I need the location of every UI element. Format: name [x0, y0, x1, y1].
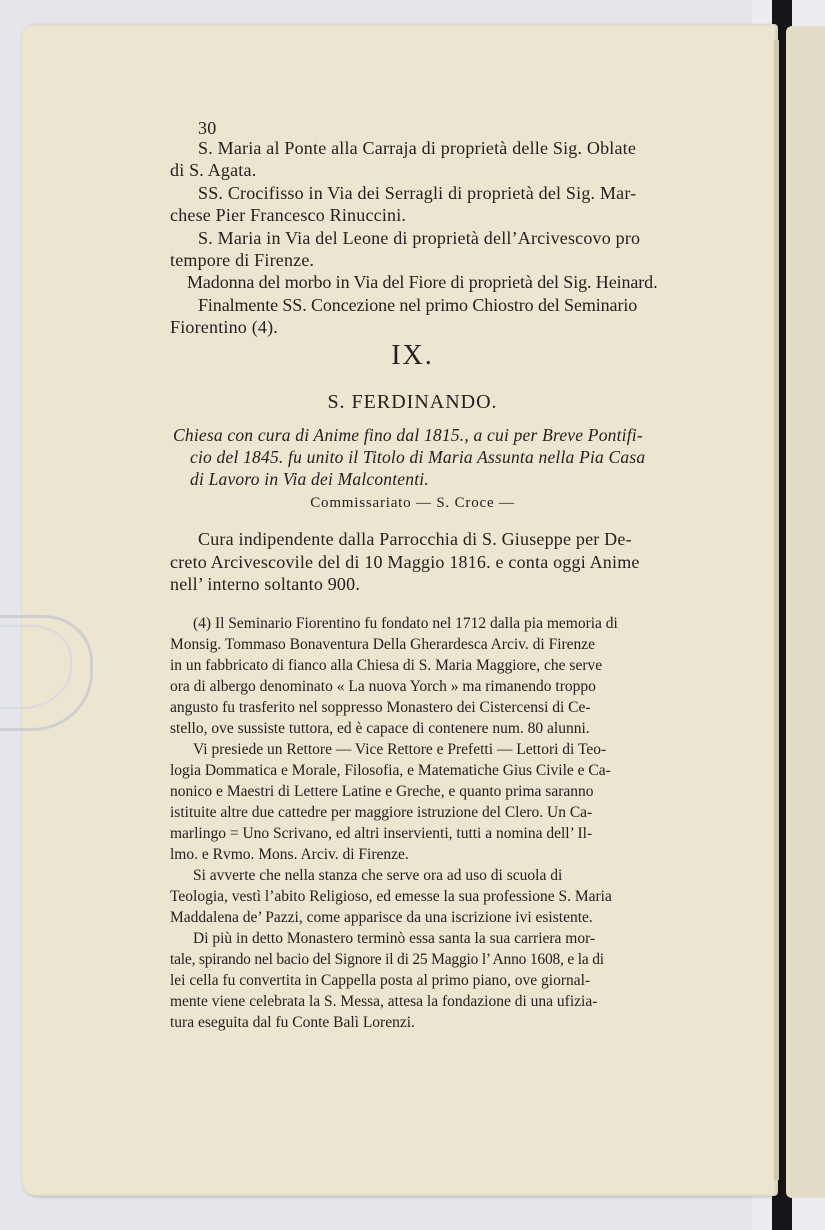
church-description-line: Chiesa con cura di Anime fino dal 1815., a cui per Breve Pontifi-	[173, 425, 643, 445]
footnote-line: in un fabbricato di fianco alla Chiesa di S. Maria Maggiore, che serve	[170, 657, 603, 674]
footnote-line: mente viene celebrata la S. Messa, attesa la fondazione di una ufizia-	[170, 993, 598, 1010]
footnote-line: Di più in detto Monastero terminò essa santa la sua carriera mor-	[193, 930, 596, 947]
text-line: di S. Agata.	[170, 160, 257, 180]
text-line: Fiorentino (4).	[170, 317, 278, 337]
page-number: 30	[198, 118, 217, 138]
text-line: Madonna del morbo in Via del Fiore di proprietà del Sig. Heinard.	[187, 272, 658, 292]
footnote-line: Vi presiede un Rettore — Vice Rettore e Prefetti — Lettori di Teo-	[193, 741, 607, 758]
footnote-line: Monsig. Tommaso Bonaventura Della Gherardesca Arciv. di Firenze	[170, 636, 596, 653]
footnote-line: ora di albergo denominato « La nuova Yorch » ma rimanendo troppo	[170, 678, 596, 695]
text-line: chese Pier Francesco Rinuccini.	[170, 205, 407, 225]
church-description-line: di Lavoro in Via dei Malcontenti.	[190, 469, 429, 489]
adjacent-page	[786, 26, 825, 1198]
cura-line: nell’ interno soltanto 900.	[170, 574, 361, 594]
cura-line: creto Arcivescovile del di 10 Maggio 1816. e conta oggi Anime	[170, 552, 640, 572]
footnote-line: tale, spirando nel bacio del Signore il di 25 Maggio l’ Anno 1608, e la di	[170, 951, 604, 968]
footnote-line: lmo. e Rvmo. Mons. Arciv. di Firenze.	[170, 846, 409, 863]
footnote-line: stello, ove sussiste tuttora, ed è capace di contenere num. 80 alunni.	[170, 720, 590, 737]
footnote-line: istituite altre due cattedre per maggiore istruzione del Clero. Un Ca-	[170, 804, 593, 821]
church-title: S. FERDINANDO.	[327, 391, 498, 413]
page-edge	[774, 40, 779, 1180]
footnote-line: marlingo = Uno Scrivano, ed altri inservienti, tutti a nomina dell’ Il-	[170, 825, 593, 842]
footnote-line: lei cella fu convertita in Cappella posta al primo piano, ove giornal-	[170, 972, 591, 989]
commissariato-label: Commissariato — S. Croce —	[310, 495, 515, 511]
cura-line: Cura indipendente dalla Parrocchia di S. Giuseppe per De-	[198, 529, 632, 549]
footnote-line: tura eseguita dal fu Conte Balì Lorenzi.	[170, 1014, 415, 1031]
text-line: Finalmente SS. Concezione nel primo Chiostro del Seminario	[198, 295, 638, 315]
text-line: tempore di Firenze.	[170, 250, 315, 270]
footnote-line: Teologia, vestì l’abito Religioso, ed emesse la sua professione S. Maria	[170, 888, 612, 905]
section-number: IX.	[391, 340, 434, 371]
text-line: S. Maria in Via del Leone di proprietà dell’Arcivescovo pro	[198, 228, 641, 248]
footnote-line: angusto fu trasferito nel soppresso Monastero dei Cistercensi di Ce-	[170, 699, 591, 716]
text-line: SS. Crocifisso in Via dei Serragli di proprietà del Sig. Mar-	[198, 183, 637, 203]
text-line: S. Maria al Ponte alla Carraja di proprietà delle Sig. Oblate	[198, 138, 637, 158]
footnote-line: Maddalena de’ Pazzi, come apparisce da una iscrizione ivi esistente.	[170, 909, 593, 926]
footnote-line: nonico e Maestri di Lettere Latine e Greche, e quanto prima saranno	[170, 783, 594, 800]
church-description-line: cio del 1845. fu unito il Titolo di Maria Assunta nella Pia Casa	[190, 447, 646, 467]
footnote-line: logia Dommatica e Morale, Filosofia, e Matematiche Gius Civile e Ca-	[170, 762, 611, 779]
footnote-line: Si avverte che nella stanza che serve ora ad uso di scuola di	[193, 867, 563, 884]
footnote-line: (4) Il Seminario Fiorentino fu fondato nel 1712 dalla pia memoria di	[193, 615, 618, 632]
